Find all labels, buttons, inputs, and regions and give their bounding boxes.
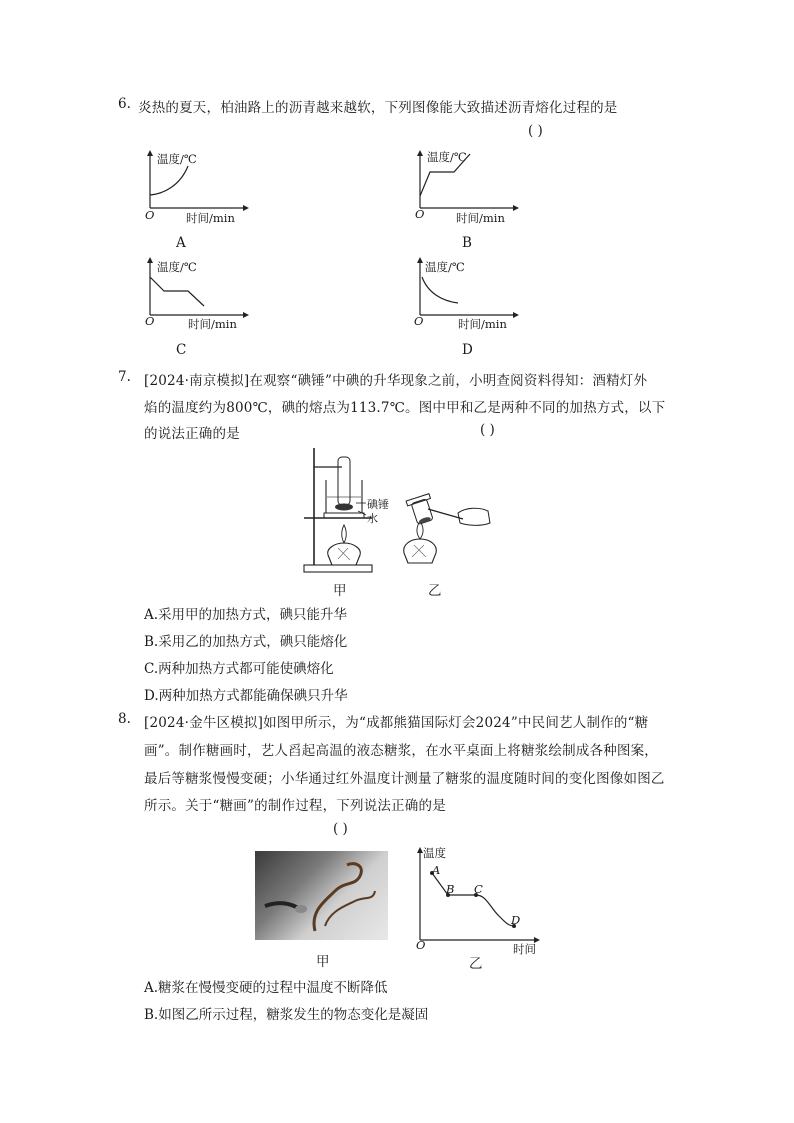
q6-graph-d-xlabel: 时间/min (458, 317, 507, 331)
q6-graph-a-xlabel: 时间/min (186, 211, 235, 225)
q7-caption-left: 甲 (333, 583, 347, 599)
q7-caption-right: 乙 (428, 583, 442, 599)
q8-caption-right: 乙 (469, 956, 483, 972)
q6-graph-a-letter: A (176, 235, 186, 251)
q6-graph-c-xlabel: 时间/min (188, 317, 237, 331)
q6-answer-paren: ( ) (528, 123, 543, 139)
q8-option-b: B.如图乙所示过程，糖浆发生的物态变化是凝固 (144, 1007, 429, 1023)
q7-apparatus-drawing (298, 445, 498, 580)
q6-graph-c-origin: O (145, 314, 155, 328)
q8-line3: 最后等糖浆慢慢变硬；小华通过红外温度计测量了糖浆的温度随时间的变化图像如图乙 (144, 771, 665, 787)
q8-caption-left: 甲 (316, 954, 330, 970)
q8-answer-paren: ( ) (333, 821, 348, 837)
q8-option-a: A.糖浆在慢慢变硬的过程中温度不断降低 (144, 980, 388, 996)
q6-graph-a-origin: O (145, 208, 155, 222)
q6-graph-b-origin: O (415, 207, 425, 221)
q8-point-c: C (474, 882, 483, 896)
q8-graph-ylabel: 温度 (423, 846, 446, 860)
q6-stem: 炎热的夏天，柏油路上的沥青越来越软，下列图像能大致描述沥青熔化过程的是 (138, 100, 618, 116)
q7-number: 7. (118, 369, 131, 385)
q8-line2: 画”。制作糖画时，艺人舀起高温的液态糖浆，在水平桌面上将糖浆绘制成各种图案， (144, 743, 659, 759)
q6-graph-d-letter: D (462, 342, 473, 358)
q8-sugar-dragon-pattern (255, 851, 388, 940)
q7-iodine-hammer-label: 碘锤 (367, 498, 389, 511)
q6-number: 6. (118, 96, 131, 112)
q6-graph-a-ylabel: 温度/℃ (157, 152, 197, 166)
q8-point-b: B (446, 882, 455, 896)
q7-option-a: A.采用甲的加热方式，碘只能升华 (144, 607, 348, 623)
q7-line3: 的说法正确的是 (144, 426, 240, 442)
q7-option-c: C.两种加热方式都可能使碘熔化 (144, 661, 334, 677)
q6-graph-c-ylabel: 温度/℃ (157, 260, 197, 274)
q7-option-b: B.采用乙的加热方式，碘只能熔化 (144, 634, 348, 650)
q8-point-a: A (432, 863, 441, 877)
q8-graph-xlabel: 时间 (513, 942, 536, 956)
q8-graph-axes (414, 847, 544, 947)
q8-sugar-painting-photo (255, 851, 388, 940)
q7-line1: [2024·南京模拟]在观察“碘锤”中碘的升华现象之前，小明查阅资料得知：酒精灯外 (144, 373, 648, 389)
q8-point-d: D (511, 913, 521, 927)
q6-graph-b-xlabel: 时间/min (456, 211, 505, 225)
q8-number: 8. (118, 711, 131, 727)
q7-option-d: D.两种加热方式都能确保碘只升华 (144, 688, 348, 704)
q8-graph-origin: O (416, 938, 426, 952)
q8-line1: [2024·金牛区模拟]如图甲所示，为“成都熊猫国际灯会2024”中民间艺人制作的“糖 (144, 715, 649, 731)
q7-line2: 焰的温度约为800℃，碘的熔点为113.7℃。图中甲和乙是两种不同的加热方式，以下 (144, 400, 666, 416)
q6-graph-c-letter: C (176, 342, 187, 358)
q7-answer-paren: ( ) (480, 422, 495, 438)
q6-graph-b-ylabel: 温度/℃ (427, 150, 467, 164)
q6-graph-b-letter: B (462, 235, 472, 251)
q6-graph-d-origin: O (414, 314, 424, 328)
q7-water-label: 水 (367, 512, 378, 525)
q8-line4: 所示。关于“糖画”的制作过程，下列说法正确的是 (144, 798, 446, 814)
q6-graph-d-ylabel: 温度/℃ (425, 260, 465, 274)
